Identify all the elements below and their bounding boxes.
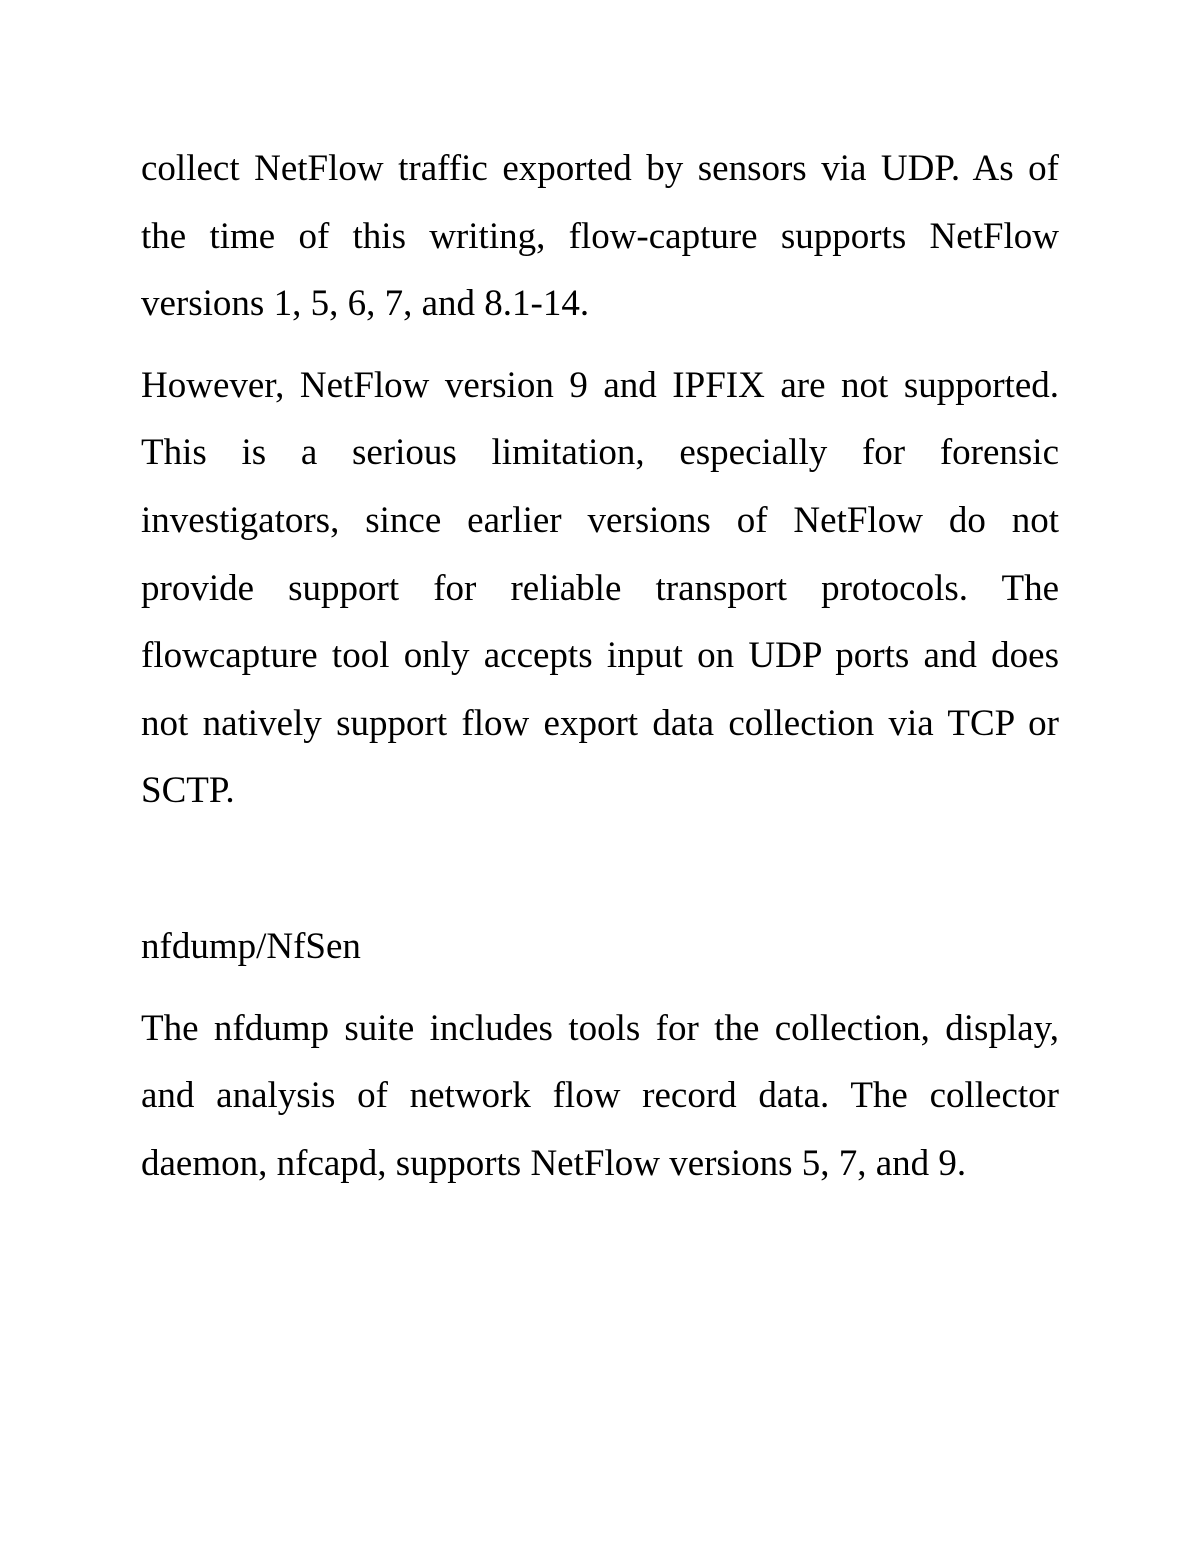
document-body: [141, 135, 1059, 1197]
paragraph-flow-capture-versions: collect NetFlow traffic exported by sensors via UDP. As of the time of this writing, flow-capture supports NetFlow versions 1, 5, 6, 7, and 8.1-14.: [141, 148, 1059, 325]
paragraph-netflow-limitations: However, NetFlow version 9 and IPFIX are not supported. This is a serious limitation, especially for forensic investigators, since earlier versions of NetFlow do not provide support for reliable transport protocols. The flowcapture tool only accepts input on UDP ports and does not natively support flow export data collection via TCP or SCTP.: [141, 364, 1059, 812]
section-heading-nfdump: nfdump/NfSen: [141, 925, 361, 967]
paragraph-nfdump-suite: The nfdump suite includes tools for the collection, display, and analysis of network flow record data. The collector daemon, nfcapd, supports NetFlow versions 5, 7, and 9.: [141, 1007, 1059, 1184]
